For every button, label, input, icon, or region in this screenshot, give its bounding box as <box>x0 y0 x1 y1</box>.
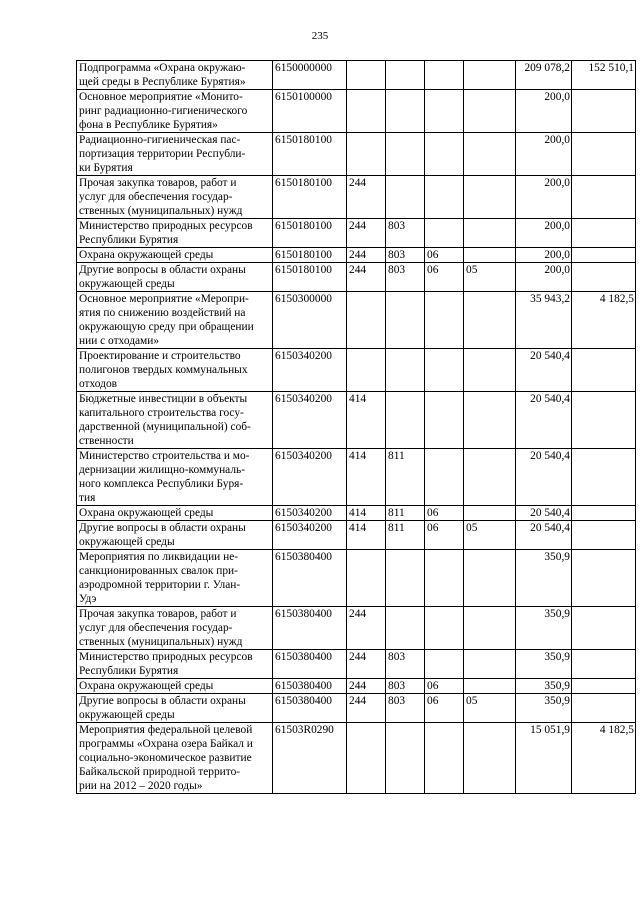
row-name-cell: Мероприятия по ликвидации не- санкционированных свалок при- аэродромной территории г. Улан- Удэ <box>77 550 273 607</box>
table-row <box>77 506 636 521</box>
row-subsection-cell: 05 <box>464 263 516 292</box>
row-code-cell: 6150340200 <box>273 449 347 506</box>
row-section-cell: 06 <box>425 506 464 521</box>
row-code-cell: 6150340200 <box>273 521 347 550</box>
table-row <box>77 133 636 176</box>
row-expense-type-cell: 244 <box>347 694 386 723</box>
row-amount-cell: 350,9 <box>516 607 572 650</box>
row-subsection-cell <box>464 679 516 694</box>
row-code-cell: 6150380400 <box>273 694 347 723</box>
row-name-cell: Другие вопросы в области охраны окружающей среды <box>77 694 273 723</box>
row-section-cell <box>425 61 464 90</box>
row-name-cell: Бюджетные инвестиции в объекты капитального строительства госу- дарственной (муниципальной) соб- ственности <box>77 392 273 449</box>
row-subsection-cell <box>464 219 516 248</box>
table-row <box>77 61 636 90</box>
row-amount-cell: 200,0 <box>516 90 572 133</box>
row-expense-type-cell <box>347 133 386 176</box>
row-amount-cell: 200,0 <box>516 133 572 176</box>
row-amount-secondary-cell <box>572 607 636 650</box>
row-amount-secondary-cell <box>572 521 636 550</box>
row-section-cell: 06 <box>425 248 464 263</box>
table-row <box>77 248 636 263</box>
table-row <box>77 723 636 794</box>
row-amount-cell: 200,0 <box>516 219 572 248</box>
row-amount-secondary-cell <box>572 263 636 292</box>
table-row <box>77 392 636 449</box>
row-expense-type-cell: 244 <box>347 650 386 679</box>
table-row <box>77 349 636 392</box>
row-name-cell: Прочая закупка товаров, работ и услуг для обеспечения государ- ственных (муниципальных) нужд <box>77 607 273 650</box>
row-amount-secondary-cell <box>572 133 636 176</box>
row-administrator-cell: 803 <box>386 263 425 292</box>
row-amount-secondary-cell <box>572 449 636 506</box>
row-name-cell: Основное мероприятие «Меропри- ятия по снижению воздействий на окружающую среду при обращении нии с отходами» <box>77 292 273 349</box>
row-amount-cell: 200,0 <box>516 248 572 263</box>
row-amount-secondary-cell: 4 182,5 <box>572 723 636 794</box>
row-subsection-cell <box>464 61 516 90</box>
row-amount-secondary-cell <box>572 679 636 694</box>
row-section-cell <box>425 90 464 133</box>
row-section-cell <box>425 723 464 794</box>
page-number: 235 <box>311 30 329 42</box>
row-expense-type-cell: 244 <box>347 263 386 292</box>
row-amount-cell: 20 540,4 <box>516 349 572 392</box>
row-amount-cell: 200,0 <box>516 263 572 292</box>
row-administrator-cell <box>386 723 425 794</box>
row-name-cell: Другие вопросы в области охраны окружающей среды <box>77 263 273 292</box>
row-amount-secondary-cell <box>572 219 636 248</box>
row-amount-secondary-cell <box>572 506 636 521</box>
row-expense-type-cell <box>347 292 386 349</box>
row-name-cell: Мероприятия федеральной целевой программы «Охрана озера Байкал и социально-экономическое развитие Байкальской природной террито- рии на 2012 – 2020 годы» <box>77 723 273 794</box>
row-code-cell: 6150100000 <box>273 90 347 133</box>
row-code-cell: 6150180100 <box>273 219 347 248</box>
row-expense-type-cell: 414 <box>347 506 386 521</box>
row-administrator-cell <box>386 607 425 650</box>
row-code-cell: 6150380400 <box>273 679 347 694</box>
row-administrator-cell <box>386 392 425 449</box>
row-name-cell: Охрана окружающей среды <box>77 248 273 263</box>
row-subsection-cell <box>464 607 516 650</box>
row-administrator-cell: 803 <box>386 650 425 679</box>
row-name-cell: Министерство строительства и мо- дернизации жилищно-коммуналь- ного комплекса Республики Буря- тия <box>77 449 273 506</box>
row-administrator-cell <box>386 61 425 90</box>
row-administrator-cell: 803 <box>386 219 425 248</box>
row-code-cell: 6150180100 <box>273 133 347 176</box>
row-name-cell: Министерство природных ресурсов Республики Бурятия <box>77 650 273 679</box>
row-expense-type-cell <box>347 61 386 90</box>
row-amount-cell: 20 540,4 <box>516 449 572 506</box>
row-amount-cell: 209 078,2 <box>516 61 572 90</box>
row-subsection-cell <box>464 723 516 794</box>
row-name-cell: Проектирование и строительство полигонов твердых коммунальных отходов <box>77 349 273 392</box>
row-subsection-cell <box>464 506 516 521</box>
row-amount-cell: 15 051,9 <box>516 723 572 794</box>
row-subsection-cell <box>464 449 516 506</box>
row-subsection-cell <box>464 392 516 449</box>
row-subsection-cell <box>464 349 516 392</box>
table-row <box>77 176 636 219</box>
row-administrator-cell: 803 <box>386 248 425 263</box>
row-subsection-cell <box>464 292 516 349</box>
row-expense-type-cell: 244 <box>347 607 386 650</box>
row-amount-secondary-cell <box>572 248 636 263</box>
row-expense-type-cell: 244 <box>347 679 386 694</box>
row-administrator-cell <box>386 292 425 349</box>
row-amount-secondary-cell: 152 510,1 <box>572 61 636 90</box>
row-name-cell: Другие вопросы в области охраны окружающей среды <box>77 521 273 550</box>
row-administrator-cell: 811 <box>386 449 425 506</box>
row-expense-type-cell: 414 <box>347 521 386 550</box>
row-section-cell <box>425 550 464 607</box>
row-section-cell <box>425 650 464 679</box>
row-section-cell <box>425 133 464 176</box>
row-code-cell: 6150380400 <box>273 650 347 679</box>
row-section-cell <box>425 392 464 449</box>
table-row <box>77 607 636 650</box>
row-code-cell: 6150180100 <box>273 176 347 219</box>
row-section-cell <box>425 219 464 248</box>
table-row <box>77 449 636 506</box>
row-section-cell: 06 <box>425 521 464 550</box>
row-code-cell: 6150000000 <box>273 61 347 90</box>
row-code-cell: 6150380400 <box>273 550 347 607</box>
row-amount-secondary-cell <box>572 176 636 219</box>
row-name-cell: Подпрограмма «Охрана окружаю- щей среды в Республике Бурятия» <box>77 61 273 90</box>
row-amount-secondary-cell: 4 182,5 <box>572 292 636 349</box>
row-section-cell: 06 <box>425 694 464 723</box>
row-administrator-cell: 803 <box>386 679 425 694</box>
row-amount-cell: 35 943,2 <box>516 292 572 349</box>
table-row <box>77 90 636 133</box>
table-row <box>77 263 636 292</box>
row-subsection-cell <box>464 650 516 679</box>
row-amount-cell: 20 540,4 <box>516 506 572 521</box>
table-row <box>77 679 636 694</box>
row-amount-secondary-cell <box>572 349 636 392</box>
row-administrator-cell <box>386 550 425 607</box>
table-row <box>77 292 636 349</box>
row-expense-type-cell <box>347 349 386 392</box>
row-name-cell: Охрана окружающей среды <box>77 679 273 694</box>
row-amount-cell: 350,9 <box>516 550 572 607</box>
row-code-cell: 61503R0290 <box>273 723 347 794</box>
table-row <box>77 219 636 248</box>
row-name-cell: Охрана окружающей среды <box>77 506 273 521</box>
row-amount-secondary-cell <box>572 392 636 449</box>
row-name-cell: Прочая закупка товаров, работ и услуг для обеспечения государ- ственных (муниципальных) нужд <box>77 176 273 219</box>
row-code-cell: 6150180100 <box>273 263 347 292</box>
row-code-cell: 6150340200 <box>273 349 347 392</box>
row-amount-cell: 350,9 <box>516 694 572 723</box>
row-subsection-cell: 05 <box>464 521 516 550</box>
row-expense-type-cell: 414 <box>347 449 386 506</box>
table-row <box>77 694 636 723</box>
row-section-cell <box>425 176 464 219</box>
row-expense-type-cell: 244 <box>347 176 386 219</box>
row-administrator-cell <box>386 349 425 392</box>
row-expense-type-cell: 244 <box>347 248 386 263</box>
row-name-cell: Основное мероприятие «Монито- ринг радиационно-гигиенического фона в Республике Бурятия» <box>77 90 273 133</box>
row-section-cell <box>425 449 464 506</box>
row-amount-secondary-cell <box>572 550 636 607</box>
row-subsection-cell <box>464 133 516 176</box>
row-section-cell: 06 <box>425 679 464 694</box>
table-row <box>77 650 636 679</box>
row-expense-type-cell: 244 <box>347 219 386 248</box>
row-code-cell: 6150340200 <box>273 392 347 449</box>
row-section-cell <box>425 349 464 392</box>
row-amount-cell: 350,9 <box>516 650 572 679</box>
row-administrator-cell: 803 <box>386 694 425 723</box>
row-administrator-cell <box>386 176 425 219</box>
row-amount-cell: 20 540,4 <box>516 392 572 449</box>
row-section-cell: 06 <box>425 263 464 292</box>
row-administrator-cell <box>386 90 425 133</box>
row-amount-secondary-cell <box>572 90 636 133</box>
row-code-cell: 6150340200 <box>273 506 347 521</box>
row-code-cell: 6150180100 <box>273 248 347 263</box>
row-amount-secondary-cell <box>572 694 636 723</box>
row-name-cell: Министерство природных ресурсов Республики Бурятия <box>77 219 273 248</box>
row-subsection-cell <box>464 90 516 133</box>
row-expense-type-cell <box>347 90 386 133</box>
row-section-cell <box>425 607 464 650</box>
row-amount-secondary-cell <box>572 650 636 679</box>
row-amount-cell: 350,9 <box>516 679 572 694</box>
row-code-cell: 6150380400 <box>273 607 347 650</box>
row-subsection-cell <box>464 248 516 263</box>
row-section-cell <box>425 292 464 349</box>
row-subsection-cell: 05 <box>464 694 516 723</box>
row-amount-cell: 200,0 <box>516 176 572 219</box>
row-administrator-cell <box>386 133 425 176</box>
row-administrator-cell: 811 <box>386 506 425 521</box>
row-expense-type-cell <box>347 723 386 794</box>
row-amount-cell: 20 540,4 <box>516 521 572 550</box>
row-subsection-cell <box>464 176 516 219</box>
table-row <box>77 521 636 550</box>
row-expense-type-cell: 414 <box>347 392 386 449</box>
budget-table <box>76 60 636 794</box>
row-expense-type-cell <box>347 550 386 607</box>
row-code-cell: 6150300000 <box>273 292 347 349</box>
budget-table-body <box>77 61 636 794</box>
row-name-cell: Радиационно-гигиеническая пас- портизация территории Республи- ки Бурятия <box>77 133 273 176</box>
row-subsection-cell <box>464 550 516 607</box>
table-row <box>77 550 636 607</box>
row-administrator-cell: 811 <box>386 521 425 550</box>
